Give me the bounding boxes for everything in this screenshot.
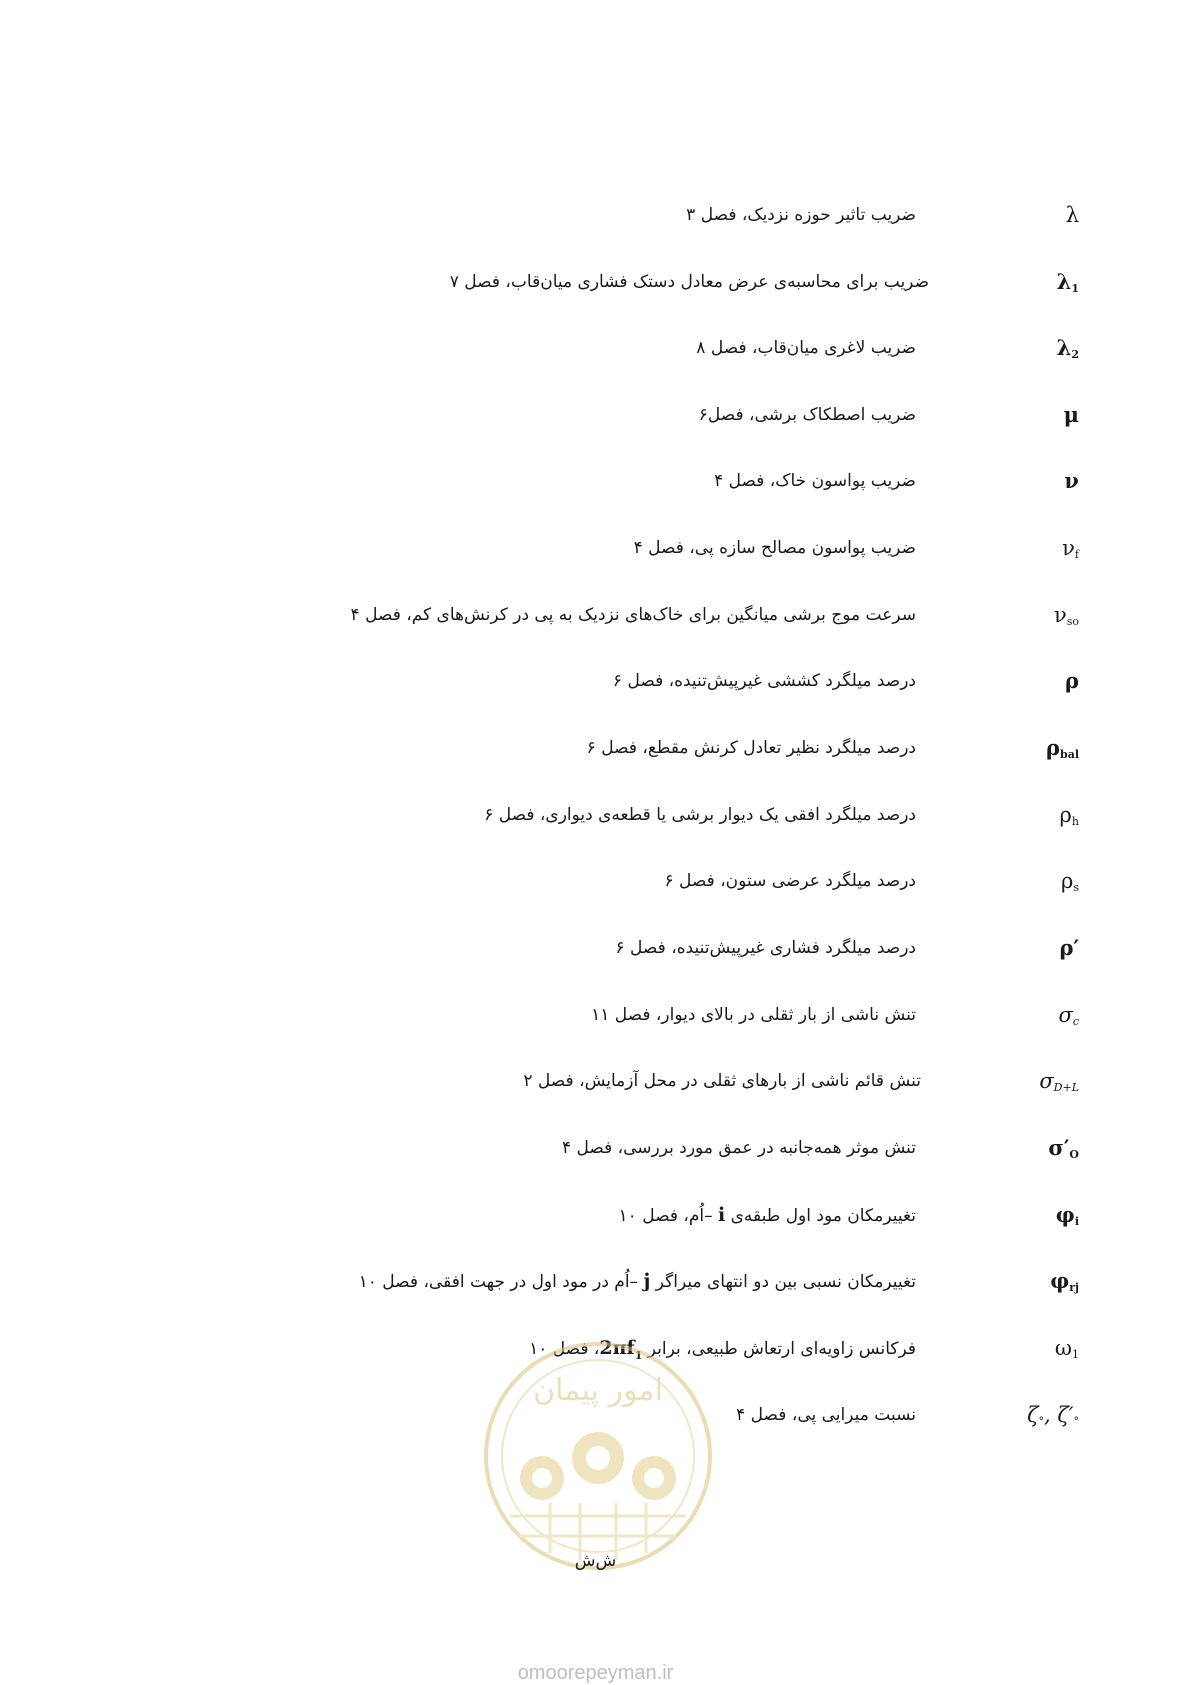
list-item	[0, 1261, 1191, 1301]
entry-description: تنش ناشی از بار ثقلی در بالای دیوار، فصل ۱۱	[591, 1005, 916, 1025]
entry-symbol: $\omega_1$	[1054, 1336, 1079, 1361]
entry-symbol: $\sigma'_O$	[1048, 1135, 1079, 1161]
list-item	[0, 861, 1191, 901]
list-item	[0, 661, 1191, 701]
list-item	[0, 395, 1191, 435]
entry-description: تنش قائم ناشی از بارهای ثقلی در محل آزمایش، فصل ۲	[523, 1071, 921, 1091]
entry-symbol: $\varphi_{rj}$	[1050, 1268, 1079, 1294]
list-item	[0, 1195, 1191, 1235]
entry-description: سرعت موج برشی میانگین برای خاک‌های نزدیک به پی در کرنش‌های کم، فصل ۴	[350, 605, 916, 625]
entry-symbol: $\varphi_i$	[1055, 1202, 1079, 1228]
entry-description: ضریب لاغری میان‌قاب، فصل ۸	[696, 338, 916, 358]
list-item	[0, 528, 1191, 568]
entry-symbol: ρ′	[1059, 935, 1079, 960]
list-item	[0, 928, 1191, 968]
entry-symbol: $\rho_h$	[1059, 803, 1079, 828]
entry-description: ضریب برای محاسبه‌ی عرض معادل دستک فشاری میان‌قاب، فصل ۷	[449, 272, 929, 292]
entry-symbol: ρ	[1065, 668, 1079, 693]
list-item	[0, 461, 1191, 501]
entry-symbol: $\lambda_1$	[1056, 269, 1079, 295]
entry-description: درصد میلگرد کششی غیرپیش‌تنیده، فصل ۶	[612, 671, 916, 691]
entry-description: تنش موثر همه‌جانبه در عمق مورد بررسی، فصل ۴	[561, 1138, 916, 1158]
entry-description: درصد میلگرد افقی یک دیوار برشی یا قطعه‌ی دیواری، فصل ۶	[484, 805, 916, 825]
svg-text:امور پیمان: امور پیمان	[533, 1373, 663, 1408]
entry-description: تغییرمکان مود اول طبقه‌ی i –اُم، فصل ۱۰	[618, 1204, 916, 1226]
entry-symbol: $\zeta^\circ$, $\zeta'^\circ$	[1027, 1403, 1079, 1428]
list-item	[0, 728, 1191, 768]
entry-description: ضریب اصطکاک برشی، فصل۶	[698, 405, 916, 425]
entry-description: ضریب پواسون مصالح سازه پی، فصل ۴	[633, 538, 916, 558]
entry-description: تغییرمکان نسبی بین دو انتهای میراگر j –اُم در مود اول در جهت افقی، فصل ۱۰	[358, 1270, 916, 1292]
entry-symbol: λ	[1065, 203, 1079, 227]
list-item	[0, 1061, 1191, 1101]
list-item	[0, 1328, 1191, 1368]
entry-symbol: μ	[1063, 402, 1079, 427]
list-item	[0, 1395, 1191, 1435]
entry-symbol: $\lambda_2$	[1056, 335, 1079, 361]
entry-symbol: $\nu_{so}$	[1053, 603, 1079, 628]
entry-symbol: $\nu_f$	[1062, 536, 1079, 561]
entry-symbol: $\sigma_c$	[1058, 1003, 1079, 1028]
list-item	[0, 195, 1191, 235]
entry-symbol: $\rho_{bal}$	[1046, 735, 1079, 761]
entry-symbol: $\rho_s$	[1060, 869, 1079, 894]
list-item	[0, 995, 1191, 1035]
entry-description: درصد میلگرد فشاری غیرپیش‌تنیده، فصل ۶	[615, 938, 916, 958]
list-item	[0, 795, 1191, 835]
list-item	[0, 262, 1191, 302]
list-item	[0, 1128, 1191, 1168]
watermark-text: omoorepeyman.ir	[517, 1662, 674, 1684]
list-item	[0, 595, 1191, 635]
entry-description: ضریب پواسون خاک، فصل ۴	[714, 471, 916, 491]
page-number: ش‌ش	[574, 1551, 617, 1571]
entry-symbol: ν	[1064, 468, 1079, 493]
entry-symbol: $\sigma_{D+L}$	[1039, 1069, 1079, 1094]
entry-description: نسبت میرایی پی، فصل ۴	[736, 1405, 916, 1425]
entry-description: درصد میلگرد عرضی ستون، فصل ۶	[664, 871, 916, 891]
entry-description: فرکانس زاویه‌ای ارتعاش طبیعی، برابر $2\pi f_1،$ فصل ۱۰	[529, 1337, 916, 1362]
list-item	[0, 328, 1191, 368]
entry-description: درصد میلگرد نظیر تعادل کرنش مقطع، فصل ۶	[586, 738, 916, 758]
entry-description: ضریب تاثیر حوزه نزدیک، فصل ۳	[686, 205, 916, 225]
